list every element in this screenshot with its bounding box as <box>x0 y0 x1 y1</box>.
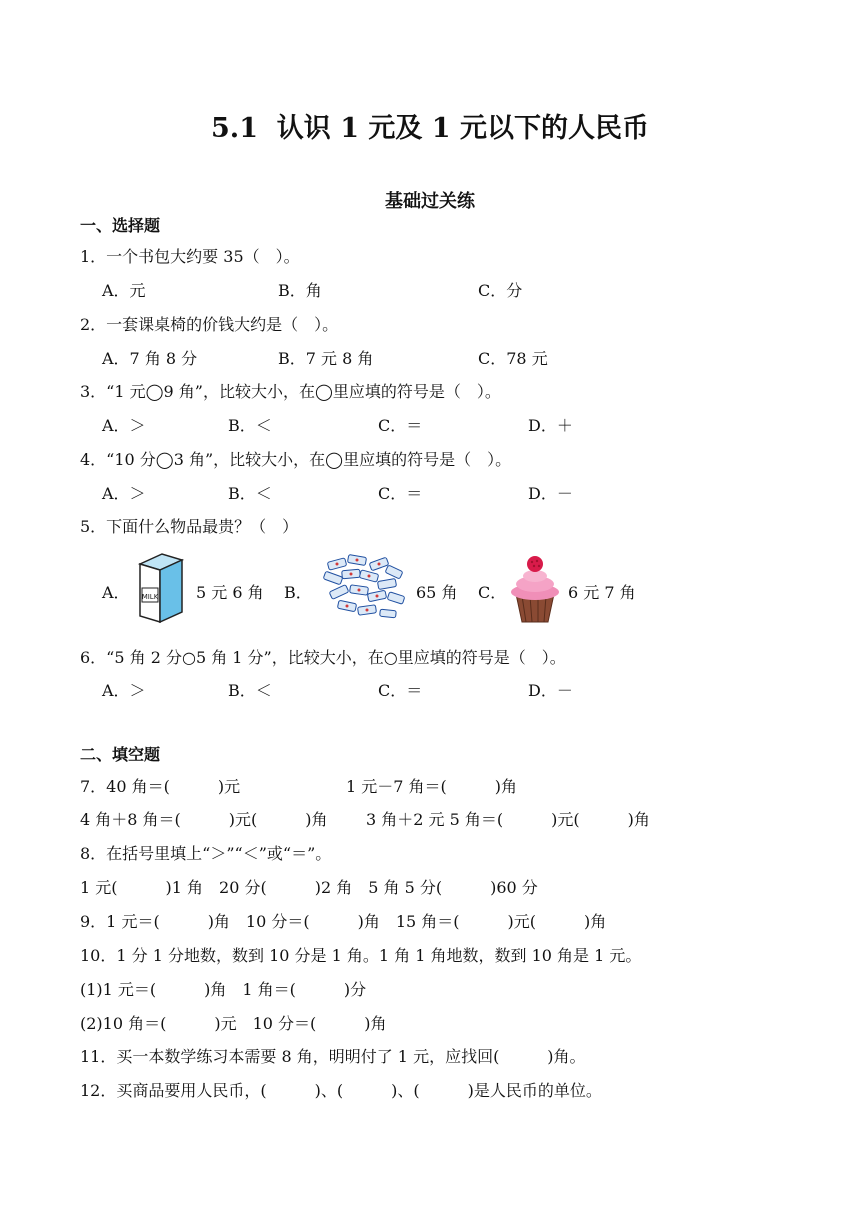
question-9: 9．1 元＝( )角 10 分＝( )角 15 角＝( )元( )角 <box>80 912 607 931</box>
q4-option-b: B．＜ <box>228 484 272 503</box>
q4-option-d: D．－ <box>528 484 573 503</box>
q5-option-c-price: 6 元 7 角 <box>568 583 636 602</box>
q5-option-b-price: 65 角 <box>416 583 458 602</box>
q6-option-a: A．＞ <box>102 681 146 700</box>
section-heading-fill: 二、填空题 <box>80 745 161 764</box>
question-7-part-3: 4 角＋8 角＝( )元( )角 <box>80 810 328 829</box>
question-11: 11．买一本数学练习本需要 8 角，明明付了 1 元，应找回( )角。 <box>80 1047 586 1066</box>
milk-carton-image <box>132 550 190 626</box>
question-2: 2．一套课桌椅的价钱大约是（ ）。 <box>80 315 339 334</box>
q5-option-c-label: C． <box>478 583 507 602</box>
question-1: 1．一个书包大约要 35（ ）。 <box>80 247 300 266</box>
question-4: 4．“10 分◯3 角”，比较大小，在◯里应填的符号是（ ）。 <box>80 450 512 469</box>
q4-option-c: C．＝ <box>378 484 423 503</box>
question-8-items: 1 元( )1 角 20 分( )2 角 5 角 5 分( )60 分 <box>80 878 538 897</box>
question-7-part-2: 1 元－7 角＝( )角 <box>346 777 518 796</box>
q1-option-a: A．元 <box>102 281 146 300</box>
question-10: 10．1 分 1 分地数，数到 10 分是 1 角。1 角 1 角地数，数到 10 角是 1 元。 <box>80 946 642 965</box>
q3-option-c: C．＝ <box>378 416 423 435</box>
q6-option-b: B．＜ <box>228 681 272 700</box>
question-6: 6．“5 角 2 分○5 角 1 分”，比较大小，在○里应填的符号是（ ）。 <box>80 648 566 667</box>
q5-option-a-price: 5 元 6 角 <box>196 583 264 602</box>
q3-option-a: A．＞ <box>102 416 146 435</box>
q4-option-a: A．＞ <box>102 484 146 503</box>
question-8: 8．在括号里填上“＞”“＜”或“＝”。 <box>80 844 332 863</box>
q6-option-c: C．＝ <box>378 681 423 700</box>
q2-option-b: B．7 元 8 角 <box>278 349 374 368</box>
question-12: 12．买商品要用人民币，( )、( )、( )是人民币的单位。 <box>80 1081 602 1100</box>
question-10-sub-2: (2)10 角＝( )元 10 分＝( )角 <box>80 1014 387 1033</box>
candy-pile-image <box>318 552 410 622</box>
q2-option-a: A．7 角 8 分 <box>102 349 198 368</box>
question-3: 3．“1 元◯9 角”，比较大小，在◯里应填的符号是（ ）。 <box>80 382 501 401</box>
q5-option-a-label: A． <box>102 583 130 602</box>
q3-option-b: B．＜ <box>228 416 272 435</box>
q3-option-d: D．＋ <box>528 416 573 435</box>
question-7-part-1: 7．40 角＝( )元 <box>80 777 241 796</box>
q1-option-b: B．角 <box>278 281 322 300</box>
question-7-part-4: 3 角＋2 元 5 角＝( )元( )角 <box>366 810 650 829</box>
q5-option-b-label: B． <box>284 583 312 602</box>
section-heading-choice: 一、选择题 <box>80 216 161 235</box>
milk-carton-label: MILK <box>141 593 159 601</box>
page-title: 5.1 认识 1 元及 1 元以下的人民币 <box>211 113 649 144</box>
q2-option-c: C．78 元 <box>478 349 548 368</box>
q1-option-c: C．分 <box>478 281 523 300</box>
q6-option-d: D．－ <box>528 681 573 700</box>
question-5: 5．下面什么物品最贵？（ ） <box>80 517 299 536</box>
section-subtitle: 基础过关练 <box>385 191 475 212</box>
question-10-sub-1: (1)1 元＝( )角 1 角＝( )分 <box>80 980 367 999</box>
cupcake-image <box>504 548 566 626</box>
